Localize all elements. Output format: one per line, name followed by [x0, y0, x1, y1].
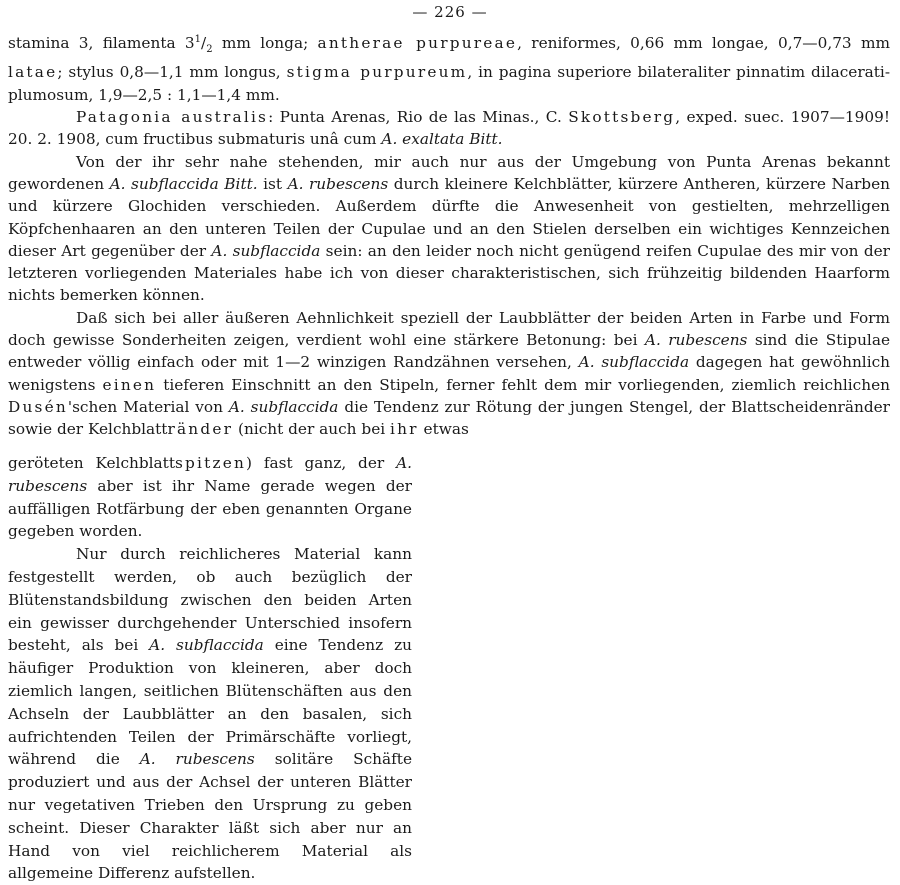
species-name: A. subflaccida — [228, 397, 339, 416]
species-name: A. subflaccida — [149, 636, 264, 655]
paragraph-description-end: stamina 3, filamenta $3^1/_2$ mm longa; antherae purpureae, reniformes, 0,66 mm longae, 0,7—0,73 mm latae; stylus 0,8—1,1 mm longus, stigma purpureum, in pagina superiore bilateraliter pinnatim dilacerati-plumosum, 1,9—2,5 : 1,1—1,4 mm. — [8, 34, 890, 104]
species-name: A. rubescens — [139, 750, 255, 769]
collector-name: Skottsberg — [568, 108, 676, 127]
spaced-term: antherae purpureae — [317, 34, 518, 53]
spaced-term: ihr — [390, 420, 419, 439]
paragraph-inflorescence: Nur durch reichlicheres Material kann festgestellt werden, ob auch bezüglich der Blütenstandsbildung zwischen den beiden Arten ein gewisser durchgehender Unterschied insofern besteht, als bei A. subflaccida eine Tendenz zu häufiger Produktion von kleineren, aber doch ziemlich langen, seitlichen Blütenschäften aus den Achseln der Laubblätter an den basalen, sich aufrichtenden Teilen der Primärschäfte vorliegt, während die A. rubescens solitäre Schäfte produziert und aus der Achsel der unteren Blätter nur vegetativen Trieben den Ursprung zu geben scheint. Dieser Charakter läßt sich aber nur an Hand von viel reichlicherem Material als allgemeine Differenz aufstellen. — [8, 545, 412, 883]
spaced-term: stigma purpureum — [286, 63, 468, 82]
page-number: — 226 — — [412, 3, 488, 21]
full-width-text-block — [8, 29, 890, 440]
spaced-term: ränder — [167, 420, 234, 439]
fraction-denominator: 2 — [206, 44, 213, 56]
species-name: A. exaltata Bitt. — [381, 130, 503, 149]
species-name: A. rubescens — [287, 174, 389, 193]
species-name: A. subflaccida — [578, 353, 690, 372]
narrow-column-text-block — [8, 452, 412, 885]
spaced-locality: Patagonia australis — [76, 108, 269, 127]
spaced-term: spitzen — [174, 454, 247, 472]
paragraph-locality: Patagonia australis: Punta Arenas, Rio de las Minas., C. Skottsberg, exped. suec. 1907—1909! 20. 2. 1908, cum fructibus submaturis unâ cum A. exaltata Bitt. — [8, 108, 890, 149]
paragraph-comparison: Von der ihr sehr nahe stehenden, mir auch nur aus der Umgebung von Punta Arenas bekannt gewordenen A. subflaccida Bitt. ist A. rubescens durch kleinere Kelchblätter, kürzere Antheren, kürzere Narben und kürzere Glochiden verschieden. Außerdem dürfte die Anwesenheit von gestielten, mehrzelligen Köpfchenhaaren an den unteren Teilen der Cupulae und an den Stielen derselben ein wichtiges Kennzeichen dieser Art gegenüber der A. subflaccida sein: an den leider noch nicht genügend reifen Cupulae des mir von der letzteren vorliegenden Materiales habe ich von dieser charakteristischen, sich frühzeitig bildenden Haarform nichts bemerken können. — [8, 152, 891, 305]
paragraph-stipulae-continued: geröteten Kelchblattspitzen) fast ganz, der A. rubescens aber ist ihr Name gerade wegen der auffälligen Rotfärbung der eben genannten Organe gegeben worden. — [8, 454, 412, 541]
species-name: A. subflaccida Bitt. — [109, 174, 258, 193]
spaced-term: latae — [8, 63, 58, 82]
species-name: A. rubescens — [644, 331, 748, 349]
paragraph-stipulae: Daß sich bei aller äußeren Aehnlichkeit speziell der Laubblätter der beiden Arten in Farbe und Form doch gewisse Sonderheiten zeigen, verdient wohl eine stärkere Betonung: bei A. rubescens sind die Stipulae entweder völlig einfach oder mit 1—2 winzigen Randzähnen versehen, A. subflaccida dagegen hat gewöhnlich wenigstens einen tieferen Einschnitt an den Stipeln, ferner fehlt dem mir vorliegenden, ziemlich reichlichen Dusén'schen Material von A. subflaccida die Tendenz zur Rötung der jungen Stengel, der Blattscheidenränder sowie der Kelchblattränder (nicht der auch bei ihr etwas — [8, 308, 891, 439]
species-name: A. subflaccida — [211, 241, 321, 260]
collector-name: Dusén — [8, 397, 68, 416]
spaced-term: einen — [102, 375, 157, 394]
fraction-numerator: 1 — [194, 34, 202, 45]
species-name: A. rubescens — [8, 454, 412, 495]
